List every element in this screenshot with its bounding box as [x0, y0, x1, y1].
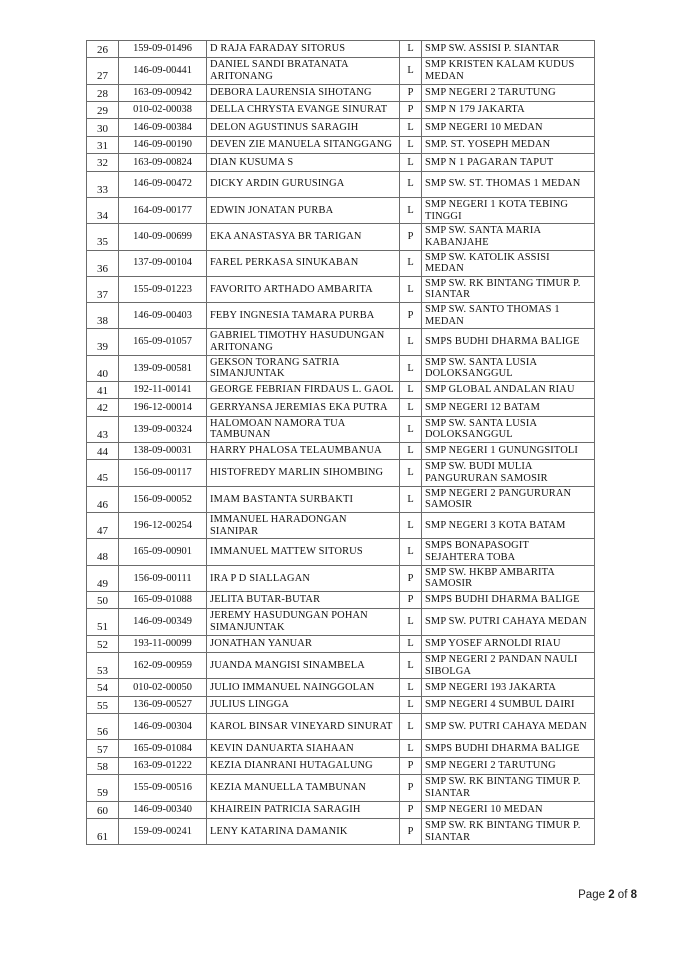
- school-name-cell: SMP SW. RK BINTANG TIMUR P. SIANTAR: [422, 775, 595, 801]
- total-pages: 8: [630, 889, 637, 901]
- student-name-cell: JEREMY HASUDUNGAN POHAN SIMANJUNTAK: [207, 609, 400, 635]
- school-name-cell: SMP NEGERI 1 GUNUNGSITOLI: [422, 443, 595, 460]
- exam-number-cell: 146-09-00340: [119, 801, 207, 818]
- school-name-cell: SMP NEGERI 2 TARUTUNG: [422, 757, 595, 774]
- table-row: [87, 119, 595, 136]
- exam-number-cell: 165-09-01084: [119, 740, 207, 757]
- exam-number-cell: 155-09-01223: [119, 276, 207, 302]
- table-row: [87, 382, 595, 399]
- table-row: [87, 250, 595, 276]
- gender-cell: P: [400, 757, 422, 774]
- exam-number-cell: 137-09-00104: [119, 250, 207, 276]
- exam-number-cell: 163-09-00942: [119, 84, 207, 101]
- table-row: [87, 41, 595, 58]
- row-number-cell: 50: [87, 591, 119, 608]
- school-name-cell: SMP SW. KATOLIK ASSISI MEDAN: [422, 250, 595, 276]
- gender-cell: L: [400, 714, 422, 740]
- school-name-cell: SMP N 179 JAKARTA: [422, 102, 595, 119]
- gender-cell: L: [400, 197, 422, 223]
- student-name-cell: D RAJA FARADAY SITORUS: [207, 41, 400, 58]
- table-row: [87, 565, 595, 591]
- exam-number-cell: 146-09-00403: [119, 303, 207, 329]
- exam-number-cell: 193-11-00099: [119, 635, 207, 652]
- student-name-cell: GABRIEL TIMOTHY HASUDUNGAN ARITONANG: [207, 329, 400, 355]
- school-name-cell: SMP NEGERI 193 JAKARTA: [422, 679, 595, 696]
- exam-number-cell: 156-09-00052: [119, 486, 207, 512]
- exam-number-cell: 146-09-00349: [119, 609, 207, 635]
- table-row: [87, 679, 595, 696]
- row-number-cell: 53: [87, 653, 119, 679]
- current-page: 2: [608, 889, 615, 901]
- student-name-cell: KEVIN DANUARTA SIAHAAN: [207, 740, 400, 757]
- table-row: [87, 740, 595, 757]
- school-name-cell: SMP NEGERI 1 KOTA TEBING TINGGI: [422, 197, 595, 223]
- row-number-cell: 48: [87, 539, 119, 565]
- table-row: [87, 276, 595, 302]
- gender-cell: P: [400, 801, 422, 818]
- row-number-cell: 49: [87, 565, 119, 591]
- school-name-cell: SMP SW. PUTRI CAHAYA MEDAN: [422, 609, 595, 635]
- gender-cell: L: [400, 635, 422, 652]
- student-name-cell: KEZIA MANUELLA TAMBUNAN: [207, 775, 400, 801]
- student-name-cell: DIAN KUSUMA S: [207, 154, 400, 171]
- table-row: [87, 355, 595, 381]
- student-name-cell: GERRYANSA JEREMIAS EKA PUTRA: [207, 399, 400, 416]
- exam-number-cell: 136-09-00527: [119, 696, 207, 713]
- school-name-cell: SMP NEGERI 10 MEDAN: [422, 119, 595, 136]
- exam-number-cell: 165-09-00901: [119, 539, 207, 565]
- school-name-cell: SMP GLOBAL ANDALAN RIAU: [422, 382, 595, 399]
- exam-number-cell: 146-09-00441: [119, 58, 207, 84]
- row-number-cell: 39: [87, 329, 119, 355]
- gender-cell: L: [400, 740, 422, 757]
- exam-number-cell: 163-09-01222: [119, 757, 207, 774]
- gender-cell: L: [400, 276, 422, 302]
- table-row: [87, 818, 595, 844]
- gender-cell: L: [400, 609, 422, 635]
- student-name-cell: DELLA CHRYSTA EVANGE SINURAT: [207, 102, 400, 119]
- table-row: [87, 84, 595, 101]
- row-number-cell: 26: [87, 41, 119, 58]
- gender-cell: L: [400, 679, 422, 696]
- table-row: [87, 171, 595, 197]
- row-number-cell: 47: [87, 513, 119, 539]
- gender-cell: P: [400, 224, 422, 250]
- school-name-cell: SMP NEGERI 2 PANDAN NAULI SIBOLGA: [422, 653, 595, 679]
- gender-cell: P: [400, 102, 422, 119]
- student-list-body: [87, 41, 595, 845]
- student-name-cell: JUANDA MANGISI SINAMBELA: [207, 653, 400, 679]
- table-row: [87, 136, 595, 153]
- gender-cell: P: [400, 565, 422, 591]
- row-number-cell: 41: [87, 382, 119, 399]
- school-name-cell: SMP SW. PUTRI CAHAYA MEDAN: [422, 714, 595, 740]
- exam-number-cell: 010-02-00050: [119, 679, 207, 696]
- row-number-cell: 56: [87, 714, 119, 740]
- school-name-cell: SMP N 1 PAGARAN TAPUT: [422, 154, 595, 171]
- row-number-cell: 37: [87, 276, 119, 302]
- gender-cell: L: [400, 154, 422, 171]
- student-name-cell: KAROL BINSAR VINEYARD SINURAT: [207, 714, 400, 740]
- row-number-cell: 38: [87, 303, 119, 329]
- row-number-cell: 45: [87, 460, 119, 486]
- page-word: Page: [578, 889, 605, 901]
- student-name-cell: LENY KATARINA DAMANIK: [207, 818, 400, 844]
- gender-cell: L: [400, 416, 422, 442]
- gender-cell: L: [400, 486, 422, 512]
- gender-cell: L: [400, 382, 422, 399]
- row-number-cell: 58: [87, 757, 119, 774]
- school-name-cell: SMP. ST. YOSEPH MEDAN: [422, 136, 595, 153]
- student-name-cell: FAVORITO ARTHADO AMBARITA: [207, 276, 400, 302]
- student-name-cell: DICKY ARDIN GURUSINGA: [207, 171, 400, 197]
- table-row: [87, 757, 595, 774]
- table-row: [87, 303, 595, 329]
- exam-number-cell: 196-12-00254: [119, 513, 207, 539]
- row-number-cell: 59: [87, 775, 119, 801]
- gender-cell: L: [400, 119, 422, 136]
- student-name-cell: GEKSON TORANG SATRIA SIMANJUNTAK: [207, 355, 400, 381]
- table-row: [87, 399, 595, 416]
- row-number-cell: 51: [87, 609, 119, 635]
- gender-cell: L: [400, 653, 422, 679]
- table-row: [87, 416, 595, 442]
- exam-number-cell: 139-09-00324: [119, 416, 207, 442]
- table-row: [87, 329, 595, 355]
- student-name-cell: FEBY INGNESIA TAMARA PURBA: [207, 303, 400, 329]
- row-number-cell: 46: [87, 486, 119, 512]
- school-name-cell: SMPS BUDHI DHARMA BALIGE: [422, 329, 595, 355]
- exam-number-cell: 165-09-01088: [119, 591, 207, 608]
- page-number: [578, 889, 637, 901]
- school-name-cell: SMP KRISTEN KALAM KUDUS MEDAN: [422, 58, 595, 84]
- gender-cell: L: [400, 539, 422, 565]
- gender-cell: L: [400, 355, 422, 381]
- gender-cell: P: [400, 818, 422, 844]
- row-number-cell: 29: [87, 102, 119, 119]
- student-name-cell: EDWIN JONATAN PURBA: [207, 197, 400, 223]
- exam-number-cell: 156-09-00111: [119, 565, 207, 591]
- table-row: [87, 539, 595, 565]
- student-name-cell: DEVEN ZIE MANUELA SITANGGANG: [207, 136, 400, 153]
- student-name-cell: DELON AGUSTINUS SARAGIH: [207, 119, 400, 136]
- student-name-cell: HARRY PHALOSA TELAUMBANUA: [207, 443, 400, 460]
- student-name-cell: JULIUS LINGGA: [207, 696, 400, 713]
- table-row: [87, 635, 595, 652]
- gender-cell: L: [400, 443, 422, 460]
- student-name-cell: KEZIA DIANRANI HUTAGALUNG: [207, 757, 400, 774]
- exam-number-cell: 146-09-00190: [119, 136, 207, 153]
- student-name-cell: KHAIREIN PATRICIA SARAGIH: [207, 801, 400, 818]
- gender-cell: P: [400, 591, 422, 608]
- exam-number-cell: 165-09-01057: [119, 329, 207, 355]
- table-row: [87, 486, 595, 512]
- exam-number-cell: 156-09-00117: [119, 460, 207, 486]
- gender-cell: L: [400, 399, 422, 416]
- student-name-cell: JONATHAN YANUAR: [207, 635, 400, 652]
- gender-cell: L: [400, 329, 422, 355]
- school-name-cell: SMP NEGERI 10 MEDAN: [422, 801, 595, 818]
- student-name-cell: IMAM BASTANTA SURBAKTI: [207, 486, 400, 512]
- row-number-cell: 33: [87, 171, 119, 197]
- exam-number-cell: 140-09-00699: [119, 224, 207, 250]
- table-row: [87, 714, 595, 740]
- table-row: [87, 224, 595, 250]
- exam-number-cell: 192-11-00141: [119, 382, 207, 399]
- exam-number-cell: 163-09-00824: [119, 154, 207, 171]
- table-row: [87, 513, 595, 539]
- row-number-cell: 57: [87, 740, 119, 757]
- student-name-cell: IMMANUEL MATTEW SITORUS: [207, 539, 400, 565]
- student-name-cell: JULIO IMMANUEL NAINGGOLAN: [207, 679, 400, 696]
- school-name-cell: SMP YOSEF ARNOLDI RIAU: [422, 635, 595, 652]
- student-name-cell: HALOMOAN NAMORA TUA TAMBUNAN: [207, 416, 400, 442]
- row-number-cell: 61: [87, 818, 119, 844]
- school-name-cell: SMPS BONAPASOGIT SEJAHTERA TOBA: [422, 539, 595, 565]
- exam-number-cell: 010-02-00038: [119, 102, 207, 119]
- row-number-cell: 42: [87, 399, 119, 416]
- gender-cell: L: [400, 41, 422, 58]
- gender-cell: L: [400, 58, 422, 84]
- gender-cell: L: [400, 696, 422, 713]
- school-name-cell: SMP NEGERI 3 KOTA BATAM: [422, 513, 595, 539]
- gender-cell: P: [400, 84, 422, 101]
- student-list-table: [86, 40, 595, 845]
- exam-number-cell: 159-09-00241: [119, 818, 207, 844]
- student-name-cell: IMMANUEL HARADONGAN SIANIPAR: [207, 513, 400, 539]
- table-row: [87, 653, 595, 679]
- student-name-cell: GEORGE FEBRIAN FIRDAUS L. GAOL: [207, 382, 400, 399]
- school-name-cell: SMP SW. HKBP AMBARITA SAMOSIR: [422, 565, 595, 591]
- exam-number-cell: 146-09-00472: [119, 171, 207, 197]
- gender-cell: P: [400, 303, 422, 329]
- row-number-cell: 35: [87, 224, 119, 250]
- table-row: [87, 696, 595, 713]
- table-row: [87, 591, 595, 608]
- table-row: [87, 609, 595, 635]
- of-word: of: [617, 889, 628, 901]
- exam-number-cell: 138-09-00031: [119, 443, 207, 460]
- exam-number-cell: 146-09-00384: [119, 119, 207, 136]
- gender-cell: P: [400, 775, 422, 801]
- exam-number-cell: 155-09-00516: [119, 775, 207, 801]
- table-row: [87, 58, 595, 84]
- table-row: [87, 801, 595, 818]
- school-name-cell: SMP SW. SANTA LUSIA DOLOKSANGGUL: [422, 416, 595, 442]
- row-number-cell: 54: [87, 679, 119, 696]
- row-number-cell: 30: [87, 119, 119, 136]
- exam-number-cell: 164-09-00177: [119, 197, 207, 223]
- student-name-cell: JELITA BUTAR-BUTAR: [207, 591, 400, 608]
- school-name-cell: SMP NEGERI 2 PANGURURAN SAMOSIR: [422, 486, 595, 512]
- student-name-cell: HISTOFREDY MARLIN SIHOMBING: [207, 460, 400, 486]
- school-name-cell: SMP SW. RK BINTANG TIMUR P. SIANTAR: [422, 276, 595, 302]
- school-name-cell: SMP SW. BUDI MULIA PANGURURAN SAMOSIR: [422, 460, 595, 486]
- row-number-cell: 44: [87, 443, 119, 460]
- table-row: [87, 775, 595, 801]
- school-name-cell: SMP SW. SANTA MARIA KABANJAHE: [422, 224, 595, 250]
- school-name-cell: SMP SW. RK BINTANG TIMUR P. SIANTAR: [422, 818, 595, 844]
- exam-number-cell: 146-09-00304: [119, 714, 207, 740]
- gender-cell: L: [400, 136, 422, 153]
- row-number-cell: 27: [87, 58, 119, 84]
- exam-number-cell: 159-09-01496: [119, 41, 207, 58]
- exam-number-cell: 139-09-00581: [119, 355, 207, 381]
- student-name-cell: FAREL PERKASA SINUKABAN: [207, 250, 400, 276]
- exam-number-cell: 162-09-00959: [119, 653, 207, 679]
- student-name-cell: IRA P D SIALLAGAN: [207, 565, 400, 591]
- exam-number-cell: 196-12-00014: [119, 399, 207, 416]
- student-name-cell: DANIEL SANDI BRATANATA ARITONANG: [207, 58, 400, 84]
- table-row: [87, 102, 595, 119]
- school-name-cell: SMPS BUDHI DHARMA BALIGE: [422, 591, 595, 608]
- school-name-cell: SMP NEGERI 4 SUMBUL DAIRI: [422, 696, 595, 713]
- school-name-cell: SMP NEGERI 2 TARUTUNG: [422, 84, 595, 101]
- school-name-cell: SMP SW. ST. THOMAS 1 MEDAN: [422, 171, 595, 197]
- row-number-cell: 55: [87, 696, 119, 713]
- row-number-cell: 32: [87, 154, 119, 171]
- table-row: [87, 443, 595, 460]
- school-name-cell: SMP NEGERI 12 BATAM: [422, 399, 595, 416]
- school-name-cell: SMPS BUDHI DHARMA BALIGE: [422, 740, 595, 757]
- gender-cell: L: [400, 460, 422, 486]
- row-number-cell: 52: [87, 635, 119, 652]
- table-row: [87, 197, 595, 223]
- row-number-cell: 40: [87, 355, 119, 381]
- row-number-cell: 43: [87, 416, 119, 442]
- row-number-cell: 36: [87, 250, 119, 276]
- student-name-cell: DEBORA LAURENSIA SIHOTANG: [207, 84, 400, 101]
- gender-cell: L: [400, 171, 422, 197]
- row-number-cell: 60: [87, 801, 119, 818]
- table-row: [87, 460, 595, 486]
- row-number-cell: 34: [87, 197, 119, 223]
- row-number-cell: 28: [87, 84, 119, 101]
- gender-cell: L: [400, 250, 422, 276]
- school-name-cell: SMP SW. ASSISI P. SIANTAR: [422, 41, 595, 58]
- student-name-cell: EKA ANASTASYA BR TARIGAN: [207, 224, 400, 250]
- school-name-cell: SMP SW. SANTO THOMAS 1 MEDAN: [422, 303, 595, 329]
- gender-cell: L: [400, 513, 422, 539]
- school-name-cell: SMP SW. SANTA LUSIA DOLOKSANGGUL: [422, 355, 595, 381]
- table-row: [87, 154, 595, 171]
- row-number-cell: 31: [87, 136, 119, 153]
